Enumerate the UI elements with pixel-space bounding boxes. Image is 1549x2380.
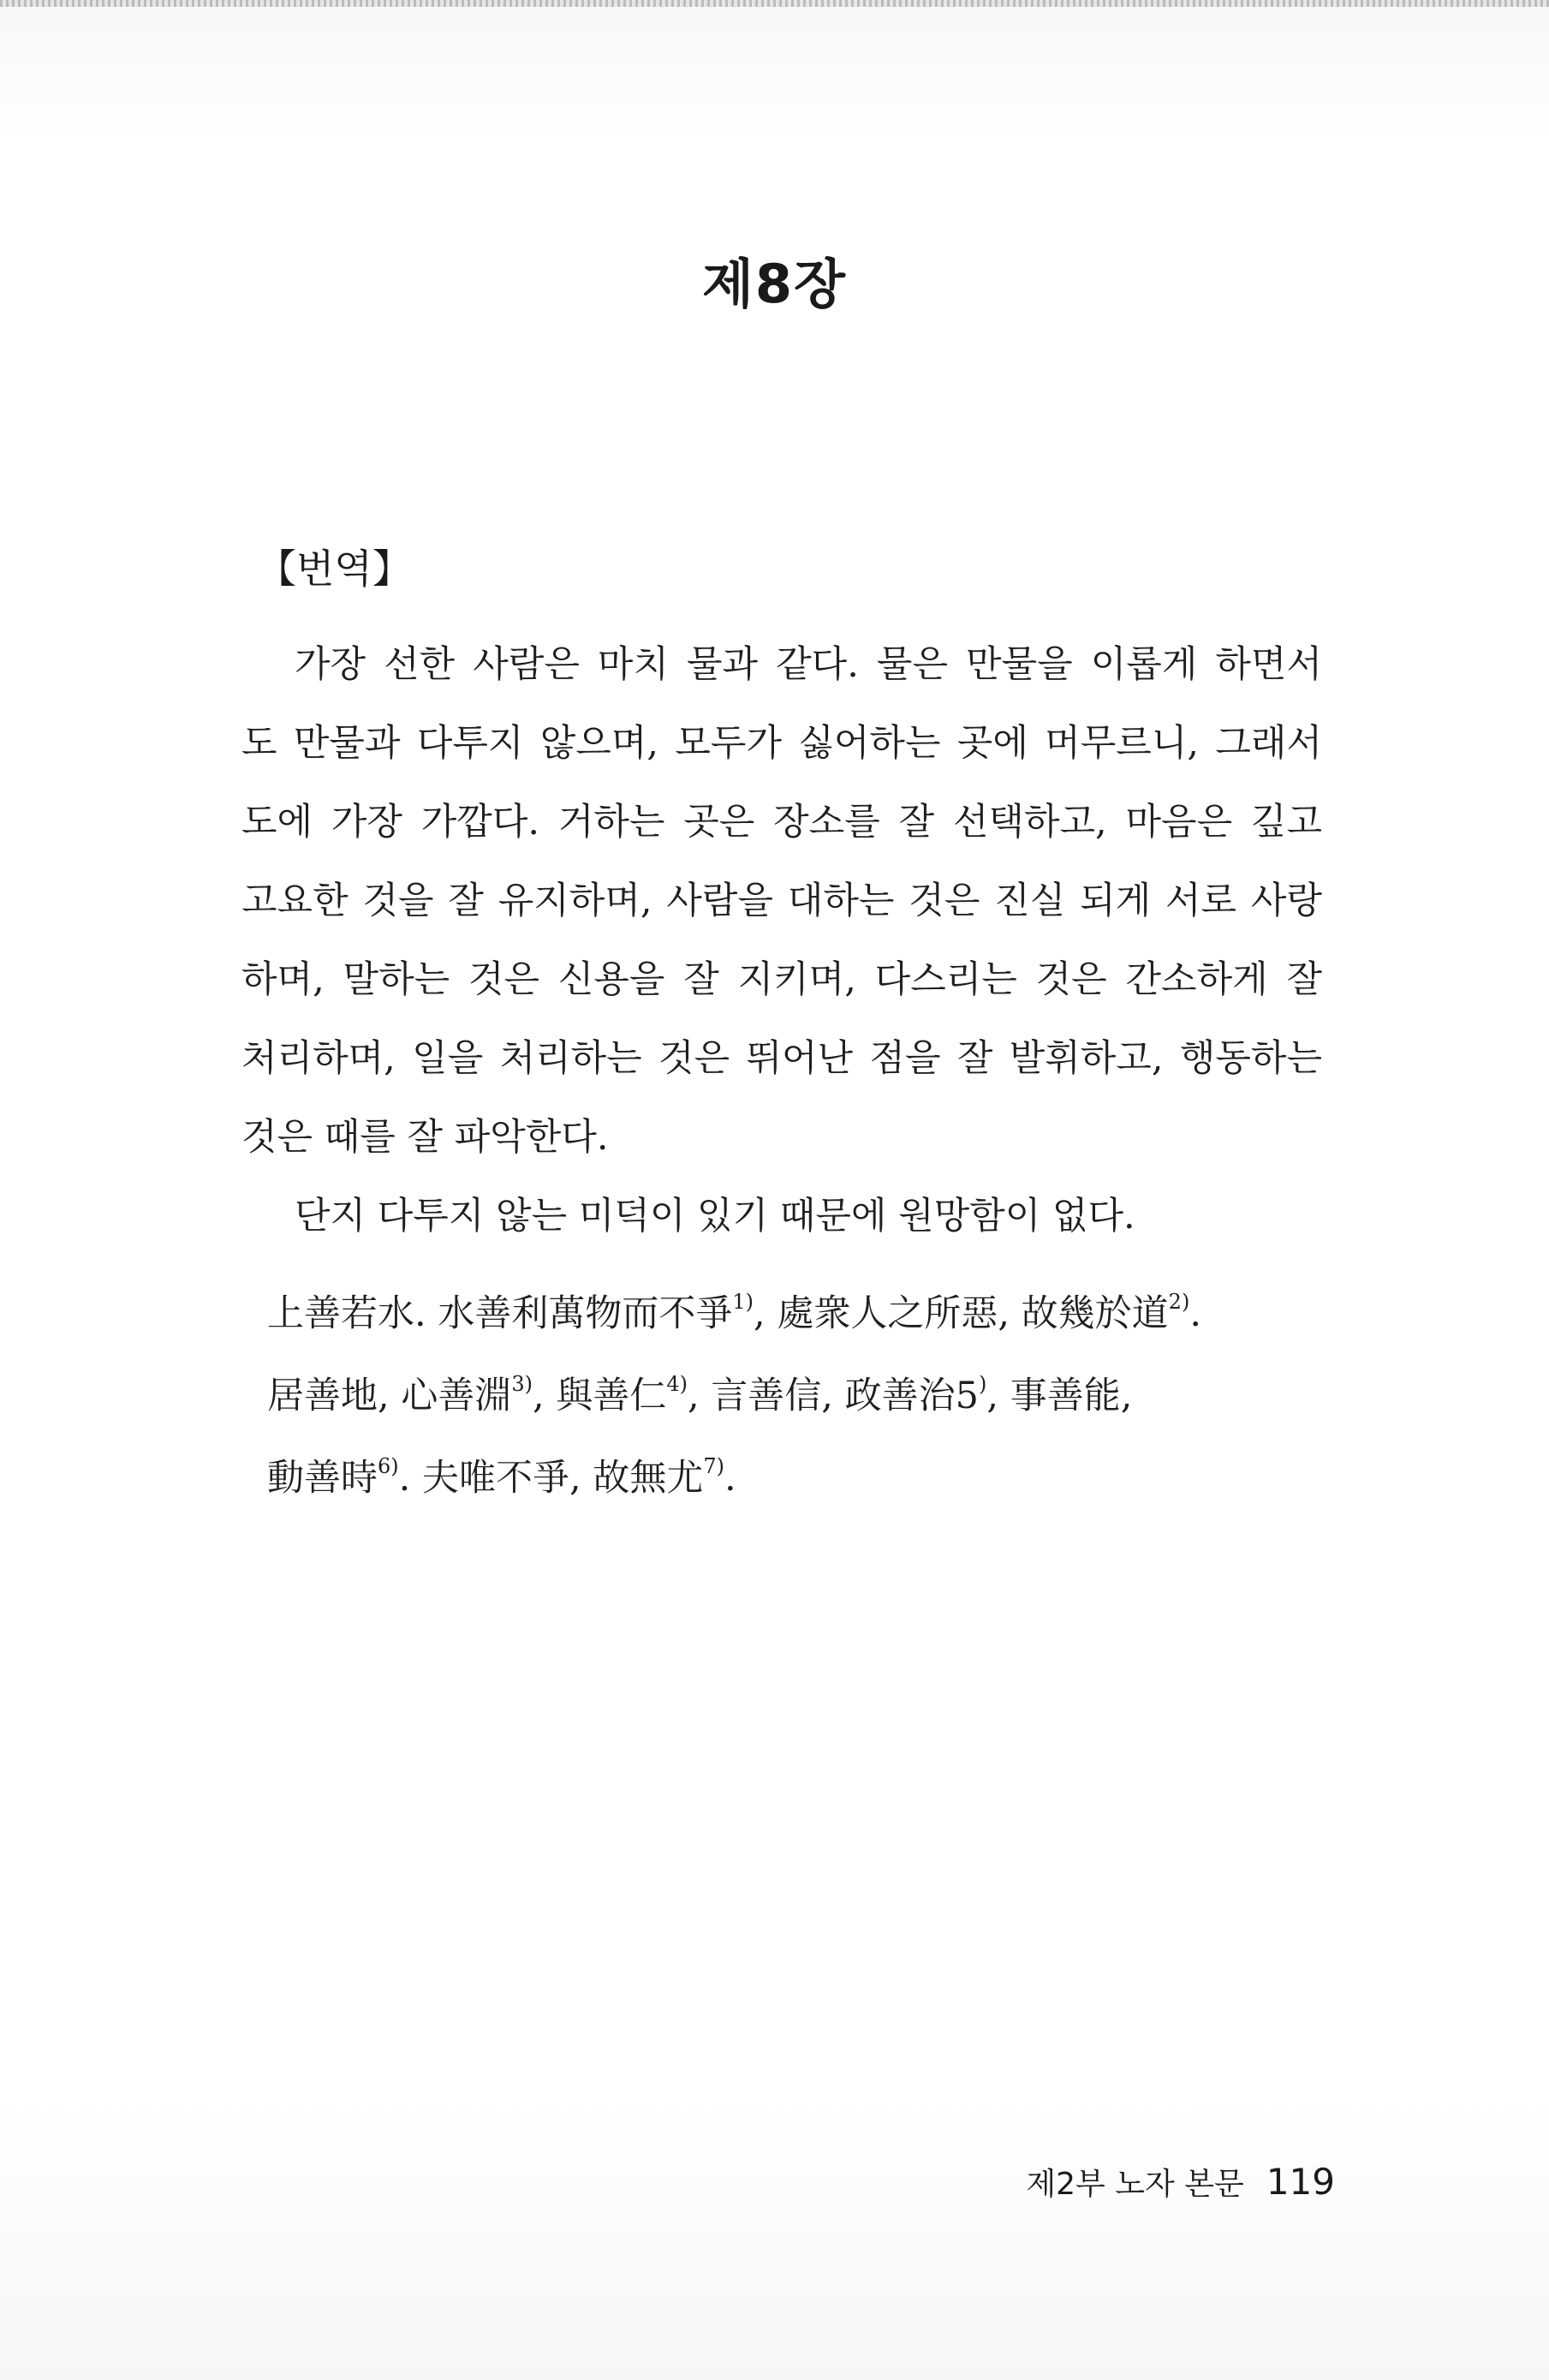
original-text-segment: , 事善能, <box>986 1375 1133 1417</box>
translation-line: 것은 때를 잘 파악한다. <box>241 1116 609 1159</box>
translation-line: 가장 선한 사람은 마치 물과 같다. 물은 만물을 이롭게 하면서 <box>295 643 1322 686</box>
footnote-marker: 4) <box>666 1372 688 1396</box>
section-heading-translation: 【번역】 <box>257 546 412 592</box>
translation-line: 도 만물과 다투지 않으며, 모두가 싫어하는 곳에 머무르니, 그래서 <box>241 722 1322 765</box>
original-chinese-text <box>267 1273 1338 1519</box>
original-line <box>267 1355 1338 1437</box>
page-top-edge <box>0 0 1549 7</box>
original-text-segment: . <box>1189 1292 1201 1335</box>
translation-line: 처리하며, 일을 처리하는 것은 뛰어난 점을 잘 발휘하고, 행동하는 <box>241 1037 1322 1080</box>
footnote-marker: 6) <box>378 1454 399 1478</box>
translation-line: 도에 가장 가깝다. 거하는 곳은 장소를 잘 선택하고, 마음은 깊고 <box>241 801 1322 844</box>
footnote-marker: 7) <box>703 1454 724 1478</box>
footnote-marker: 1) <box>732 1290 754 1314</box>
translation-line: 고요한 것을 잘 유지하며, 사람을 대하는 것은 진실 되게 서로 사랑 <box>241 880 1322 922</box>
original-text-segment: 居善地, 心善淵 <box>267 1375 512 1417</box>
original-line <box>267 1273 1338 1355</box>
original-line <box>267 1437 1338 1519</box>
chapter-title: 제8장 <box>702 253 847 315</box>
translation-line: 단지 다투지 않는 미덕이 있기 때문에 원망함이 없다. <box>295 1195 1135 1238</box>
original-text-segment: 上善若水. 水善利萬物而不爭 <box>267 1292 733 1335</box>
page-footer <box>1026 2160 1335 2204</box>
original-text-segment: . <box>724 1457 736 1500</box>
original-text-segment: 動善時 <box>267 1457 378 1500</box>
footnote-marker: 3) <box>511 1372 533 1396</box>
original-text-segment: , 與善仁 <box>532 1375 667 1417</box>
page-number: 119 <box>1266 2161 1335 2203</box>
footnote-marker: 2) <box>1168 1290 1190 1314</box>
translation-paragraphs <box>241 625 1322 1256</box>
original-text-segment: , 言善信, 政善治5 <box>687 1375 980 1417</box>
original-text-segment: , 處衆人之所惡, 故幾於道 <box>753 1292 1169 1335</box>
original-text-segment: . 夫唯不爭, 故無尤 <box>398 1457 704 1500</box>
running-footer-part-label: 제2부 노자 본문 <box>1026 2167 1244 2202</box>
footnote-marker: ) <box>979 1372 987 1396</box>
translation-line: 하며, 말하는 것은 신용을 잘 지키며, 다스리는 것은 간소하게 잘 <box>241 958 1322 1001</box>
